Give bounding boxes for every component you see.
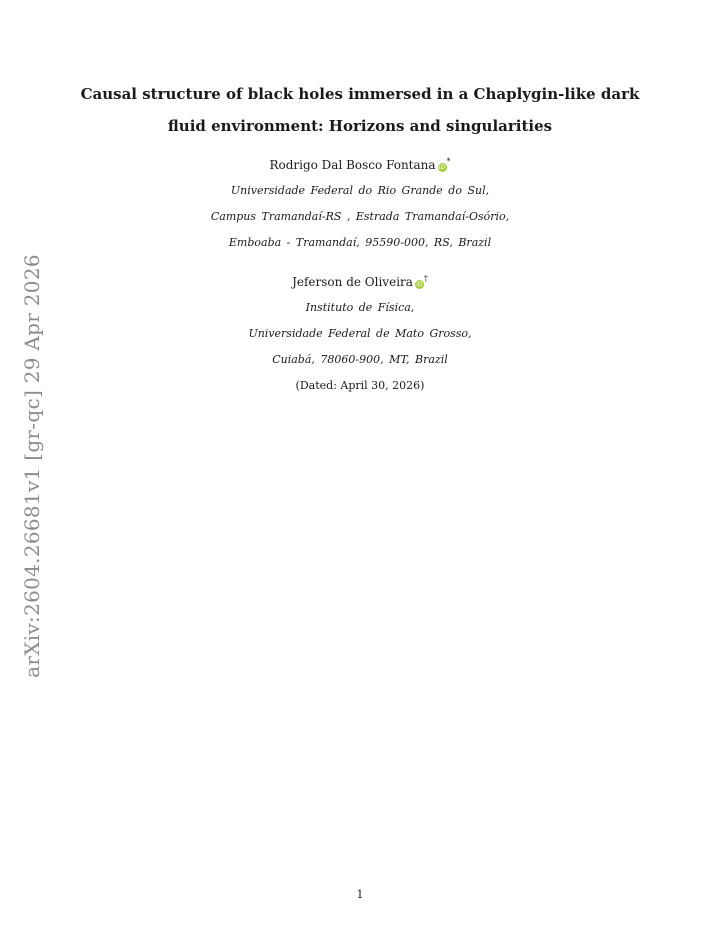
author-name: Rodrigo Dal Bosco Fontana [269,158,436,172]
affiliation-line: Instituto de Física, [305,301,415,314]
affiliation-line: Emboaba - Tramandaí, 95590-000, RS, Brazil [228,236,492,249]
author-name-line [0,271,720,290]
page-number: 1 [356,888,364,901]
author-name-line [0,154,720,173]
title-line-2: fluid environment: Horizons and singularities [167,117,553,135]
affiliation-line: Campus Tramandaí-RS , Estrada Tramandaí-Osório, [210,210,510,223]
title-line-1: Causal structure of black holes immersed in a Chaplygin-like dark [80,85,640,103]
author-block-2 [0,271,720,403]
author-footnote-mark[interactable]: * [446,157,451,166]
paper-title [0,78,720,142]
affiliation-line: Universidade Federal de Mato Grosso, [248,327,472,340]
arxiv-identifier[interactable]: arXiv:2604.26681v1 [gr-qc] 29 Apr 2026 [20,254,44,678]
author-footnote-mark[interactable]: † [423,274,428,283]
orcid-icon[interactable]: iD [416,281,423,288]
author-name: Jeferson de Oliveira [292,275,413,289]
affiliation-line: Cuiabá, 78060-900, MT, Brazil [272,353,448,366]
author-block-1 [0,154,720,260]
affiliation-line: Universidade Federal do Rio Grande do Sul, [230,184,490,197]
orcid-icon[interactable]: iD [438,164,446,171]
dated-line: (Dated: April 30, 2026) [295,379,425,392]
